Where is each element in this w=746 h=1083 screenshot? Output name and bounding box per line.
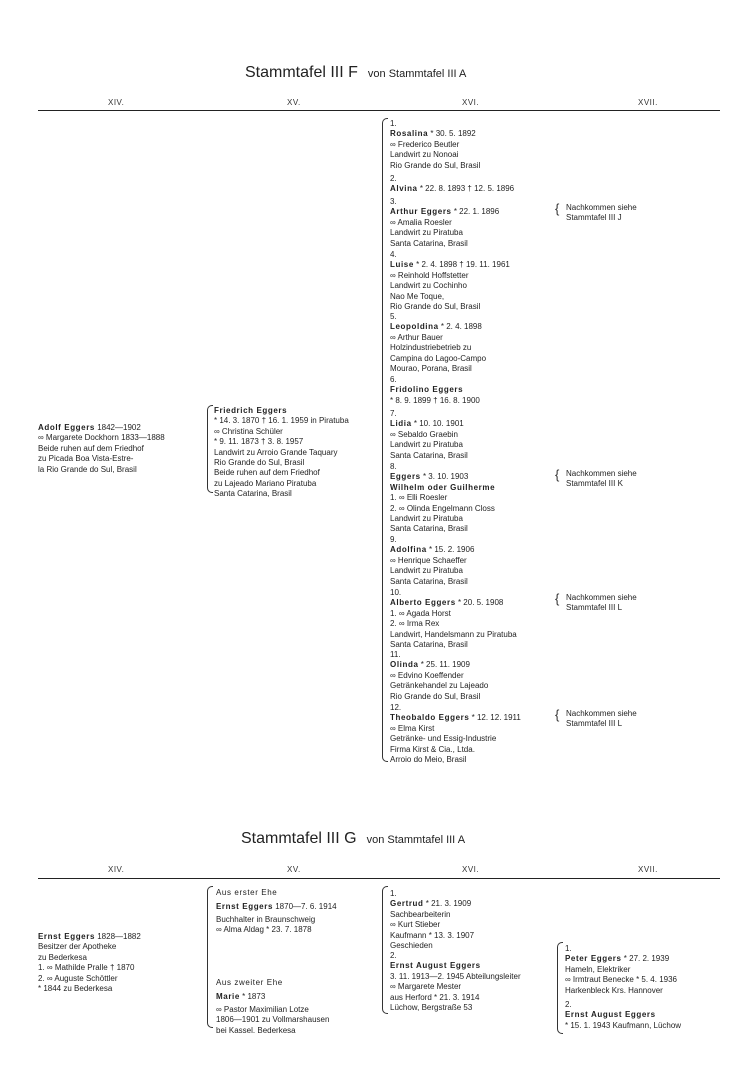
f-child-7 <box>390 409 468 461</box>
g-xv-second-marriage <box>216 978 329 1036</box>
child-number: 1. <box>565 944 572 953</box>
entry-line: Rio Grande do Sul, Brasil <box>214 458 305 468</box>
f-child-10 <box>390 588 517 650</box>
entry-line: ∞ Reinhold Hoffstetter <box>390 270 469 280</box>
entry-line: Landwirt zu Piratuba <box>390 514 463 524</box>
g-col-xvii: XVII. <box>638 865 658 874</box>
person-name: Fridolino Eggers <box>390 385 464 395</box>
f-child-4 <box>390 250 510 312</box>
marriage-heading: Aus zweiter Ehe <box>216 978 283 987</box>
child-number: 2. <box>390 174 397 183</box>
g-xiv-entry <box>38 932 141 994</box>
small-brace-icon: { <box>555 467 560 482</box>
person-name: Gertrud <box>390 899 424 909</box>
f-xvi-bracket <box>382 118 388 762</box>
note-line: Nachkommen siehe <box>566 593 637 602</box>
note-line: Nachkommen siehe <box>566 469 637 478</box>
g-col-xvi: XVI. <box>462 865 480 874</box>
person-dates: * 22. 8. 1893 † 12. 5. 1896 <box>417 184 515 194</box>
person-name: Arthur Eggers <box>390 207 452 217</box>
table-f-title-main: Stammtafel III F <box>245 64 358 81</box>
entry-line: la Rio Grande do Sul, Brasil <box>38 464 137 474</box>
note-line: Stammtafel III L <box>566 719 623 728</box>
entry-line: 3. 11. 1913—2. 1945 Abteilungsleiter <box>390 971 521 981</box>
entry-line: Beide ruhen auf dem Friedhof <box>214 468 320 478</box>
f-note-3 <box>566 593 637 613</box>
entry-line: Landwirt zu Piratuba <box>390 440 463 450</box>
person-dates: * 21. 3. 1909 <box>423 899 472 909</box>
person-dates: * 3. 10. 1903 <box>420 472 469 482</box>
entry-line: ∞ Edvino Koeffender <box>390 670 464 680</box>
entry-line: * 8. 9. 1899 † 16. 8. 1900 <box>390 395 480 405</box>
entry-line: Landwirt zu Piratuba <box>390 566 463 576</box>
child-number: 4. <box>390 250 397 259</box>
person-name-alt: Wilhelm oder Guilherme <box>390 482 496 492</box>
person-dates: * 1873 <box>239 992 266 1002</box>
entry-line: Landwirt zu Nonoai <box>390 150 459 160</box>
entry-line: zu Bederkesa <box>38 952 87 962</box>
person-dates: * 22. 1. 1896 <box>451 207 500 217</box>
f-child-3 <box>390 197 499 249</box>
entry-line: Beide ruhen auf dem Friedhof <box>38 443 144 453</box>
entry-line: Hameln, Elektriker <box>565 964 631 974</box>
person-name: Marie <box>216 992 240 1002</box>
entry-line: ∞ Pastor Maximilian Lotze <box>216 1004 309 1014</box>
note-line: Stammtafel III J <box>566 213 622 222</box>
entry-line: 1. ∞ Agada Horst <box>390 608 451 618</box>
entry-line: 2. ∞ Olinda Engelmann Closs <box>390 503 495 513</box>
person-dates: * 20. 5. 1908 <box>455 598 504 608</box>
entry-line: ∞ Henrique Schaeffer <box>390 555 467 565</box>
entry-line: ∞ Amalia Roesler <box>390 217 452 227</box>
person-name: Theobaldo Eggers <box>390 713 470 723</box>
person-name: Alberto Eggers <box>390 598 456 608</box>
person-dates: 1842—1902 <box>94 423 141 432</box>
person-dates: * 2. 4. 1898 † 19. 11. 1961 <box>413 260 510 270</box>
child-number: 8. <box>390 462 397 471</box>
person-name: Lidia <box>390 419 412 429</box>
child-number: 6. <box>390 375 397 384</box>
g-xvi-bracket <box>382 886 388 1014</box>
small-brace-icon: { <box>555 591 560 606</box>
entry-line: Santa Catarina, Brasil <box>214 489 292 499</box>
entry-line: 1. ∞ Elli Roesler <box>390 493 448 503</box>
entry-line: Campina do Lagoo-Campo <box>390 353 487 363</box>
entry-line: Santa Catarina, Brasil <box>390 524 468 534</box>
entry-line: ∞ Frederico Beutler <box>390 139 460 149</box>
note-line: Nachkommen siehe <box>566 203 637 212</box>
entry-line: Rio Grande do Sul, Brasil <box>390 302 481 312</box>
f-col-xiv: XIV. <box>108 98 125 107</box>
f-child-2 <box>390 174 514 195</box>
entry-line: ∞ Margarete Dockhorn 1833—1888 <box>38 433 165 443</box>
person-name: Adolf Eggers <box>38 423 95 432</box>
child-number: 11. <box>390 650 401 659</box>
entry-line: 1. ∞ Mathilde Pralle † 1870 <box>38 963 135 973</box>
f-child-8 <box>390 462 495 535</box>
table-g-title-main: Stammtafel III G <box>241 830 357 847</box>
person-dates: * 30. 5. 1892 <box>428 129 476 139</box>
child-number: 10. <box>390 588 402 597</box>
entry-line: * 9. 11. 1873 † 3. 8. 1957 <box>214 437 304 447</box>
table-f-title <box>245 64 466 82</box>
entry-line: ∞ Alma Aldag * 23. 7. 1878 <box>216 925 312 935</box>
person-dates: 1870—7. 6. 1914 <box>273 902 337 912</box>
entry-line: 1806—1901 zu Vollmarshausen <box>216 1015 330 1025</box>
person-name: Rosalina <box>390 129 429 139</box>
entry-line: Firma Kirst & Cia., Ltda. <box>390 744 475 754</box>
child-number: 9. <box>390 535 397 544</box>
child-number: 12. <box>390 703 402 712</box>
person-dates: * 27. 2. 1939 <box>621 954 670 964</box>
g-xvi-child-1 <box>390 889 474 951</box>
entry-line: Santa Catarina, Brasil <box>390 238 468 248</box>
g-header-rule <box>38 878 720 879</box>
entry-line: aus Herford * 21. 3. 1914 <box>390 992 480 1002</box>
entry-line: bei Kassel. Bederkesa <box>216 1025 296 1035</box>
f-col-xvi: XVI. <box>462 98 480 107</box>
child-number: 2. <box>390 951 397 960</box>
note-line: Stammtafel III K <box>566 479 623 488</box>
g-xvii-bracket <box>557 942 563 1034</box>
entry-line: ∞ Arthur Bauer <box>390 332 443 342</box>
f-xiv-entry <box>38 423 165 475</box>
entry-line: 2. ∞ Irma Rex <box>390 619 440 629</box>
entry-line: Getränkehandel zu Lajeado <box>390 681 489 691</box>
entry-line: Santa Catarina, Brasil <box>390 450 468 460</box>
f-xv-entry <box>214 406 349 500</box>
entry-line: ∞ Margarete Mester <box>390 982 462 992</box>
entry-line: Landwirt zu Arroio Grande Taquary <box>214 447 338 457</box>
entry-line: zu Lajeado Mariano Piratuba <box>214 478 317 488</box>
entry-line: * 14. 3. 1870 † 16. 1. 1959 in Piratuba <box>214 416 349 426</box>
note-line: Stammtafel III L <box>566 603 623 612</box>
person-name: Luise <box>390 260 414 270</box>
person-dates: * 2. 4. 1898 <box>438 322 482 332</box>
g-col-xiv: XIV. <box>108 865 125 874</box>
entry-line: ∞ Kurt Stieber <box>390 920 441 930</box>
entry-line: Kaufmann * 13. 3. 1907 <box>390 930 475 940</box>
entry-line: Landwirt zu Piratuba <box>390 228 463 238</box>
entry-line: zu Picada Boa Vista-Estre- <box>38 454 134 464</box>
entry-line: ∞ Christina Schüler <box>214 426 283 436</box>
entry-line: Rio Grande do Sul, Brasil <box>390 691 481 701</box>
entry-line: 2. ∞ Auguste Schöttler <box>38 973 118 983</box>
g-xvi-child-2 <box>390 951 521 1013</box>
entry-line: Santa Catarina, Brasil <box>390 576 468 586</box>
child-number: 1. <box>390 119 397 128</box>
marriage-heading: Aus erster Ehe <box>216 888 278 897</box>
child-number: 1. <box>390 889 397 898</box>
g-xvii-child-1 <box>565 944 677 996</box>
f-child-5 <box>390 312 486 374</box>
entry-line: Nao Me Toque, <box>390 291 445 301</box>
entry-line: Landwirt zu Cochinho <box>390 281 467 291</box>
f-note-4 <box>566 709 637 729</box>
entry-line: Arroio do Meio, Brasil <box>390 755 467 765</box>
person-name: Ernst August Eggers <box>390 961 481 971</box>
person-name: Ernst Eggers <box>216 902 273 912</box>
g-col-xv: XV. <box>287 865 301 874</box>
person-name: Friedrich Eggers <box>214 406 288 415</box>
f-child-12 <box>390 703 521 765</box>
f-child-11 <box>390 650 488 702</box>
child-number: 3. <box>390 197 397 206</box>
entry-line: Holzindustriebetrieb zu <box>390 343 472 353</box>
g-xv-first-marriage <box>216 888 337 936</box>
entry-line: ∞ Elma Kirst <box>390 723 435 733</box>
f-col-xvii: XVII. <box>638 98 658 107</box>
person-name: Ernst Eggers <box>38 932 95 941</box>
small-brace-icon: { <box>555 707 560 722</box>
note-line: Nachkommen siehe <box>566 709 637 718</box>
f-child-1 <box>390 119 480 171</box>
entry-line: Buchhalter in Braunschweig <box>216 914 316 924</box>
entry-line: Mourao, Porana, Brasil <box>390 364 472 374</box>
person-dates: 1828—1882 <box>95 932 141 941</box>
entry-line: ∞ Irmtraut Benecke * 5. 4. 1936 <box>565 975 677 985</box>
person-name: Eggers <box>390 472 421 482</box>
child-number: 7. <box>390 409 397 418</box>
table-f-title-source: von Stammtafel III A <box>367 68 467 80</box>
f-note-1 <box>566 203 637 223</box>
f-note-2 <box>566 469 637 489</box>
f-header-rule <box>38 110 720 111</box>
small-brace-icon: { <box>555 201 560 216</box>
person-dates: * 12. 12. 1911 <box>469 713 521 723</box>
entry-line: Harkenbleck Krs. Hannover <box>565 985 663 995</box>
f-child-9 <box>390 535 474 587</box>
f-xv-bracket <box>207 405 213 493</box>
person-name: Olinda <box>390 660 419 670</box>
g-xv-bracket <box>207 886 213 1028</box>
person-dates: * 10. 10. 1901 <box>411 419 464 429</box>
entry-line: Rio Grande do Sul, Brasil <box>390 160 481 170</box>
entry-line: Besitzer der Apotheke <box>38 942 117 952</box>
g-xvii-child-2 <box>565 1000 681 1031</box>
entry-line: * 15. 1. 1943 Kaufmann, Lüchow <box>565 1020 682 1030</box>
f-child-6 <box>390 375 480 406</box>
person-name: Ernst August Eggers <box>565 1010 656 1020</box>
person-name: Alvina <box>390 184 418 194</box>
entry-line: * 1844 zu Bederkesa <box>38 984 113 994</box>
entry-line: Getränke- und Essig-Industrie <box>390 734 497 744</box>
child-number: 2. <box>565 1000 572 1009</box>
person-name: Peter Eggers <box>565 954 622 964</box>
person-dates: * 25. 11. 1909 <box>418 660 470 670</box>
f-col-xv: XV. <box>287 98 301 107</box>
table-g-title-source: von Stammtafel III A <box>366 834 466 846</box>
person-name: Leopoldina <box>390 322 439 332</box>
entry-line: ∞ Sebaldo Graebin <box>390 429 458 439</box>
person-dates: * 15. 2. 1906 <box>426 545 475 555</box>
child-number: 5. <box>390 312 397 321</box>
table-g-title <box>241 830 465 848</box>
entry-line: Lüchow, Bergstraße 53 <box>390 1003 473 1013</box>
entry-line: Santa Catarina, Brasil <box>390 640 468 650</box>
entry-line: Landwirt, Handelsmann zu Piratuba <box>390 629 517 639</box>
person-name: Adolfina <box>390 545 427 555</box>
entry-line: Sachbearbeiterin <box>390 909 451 919</box>
entry-line: Geschieden <box>390 941 433 951</box>
